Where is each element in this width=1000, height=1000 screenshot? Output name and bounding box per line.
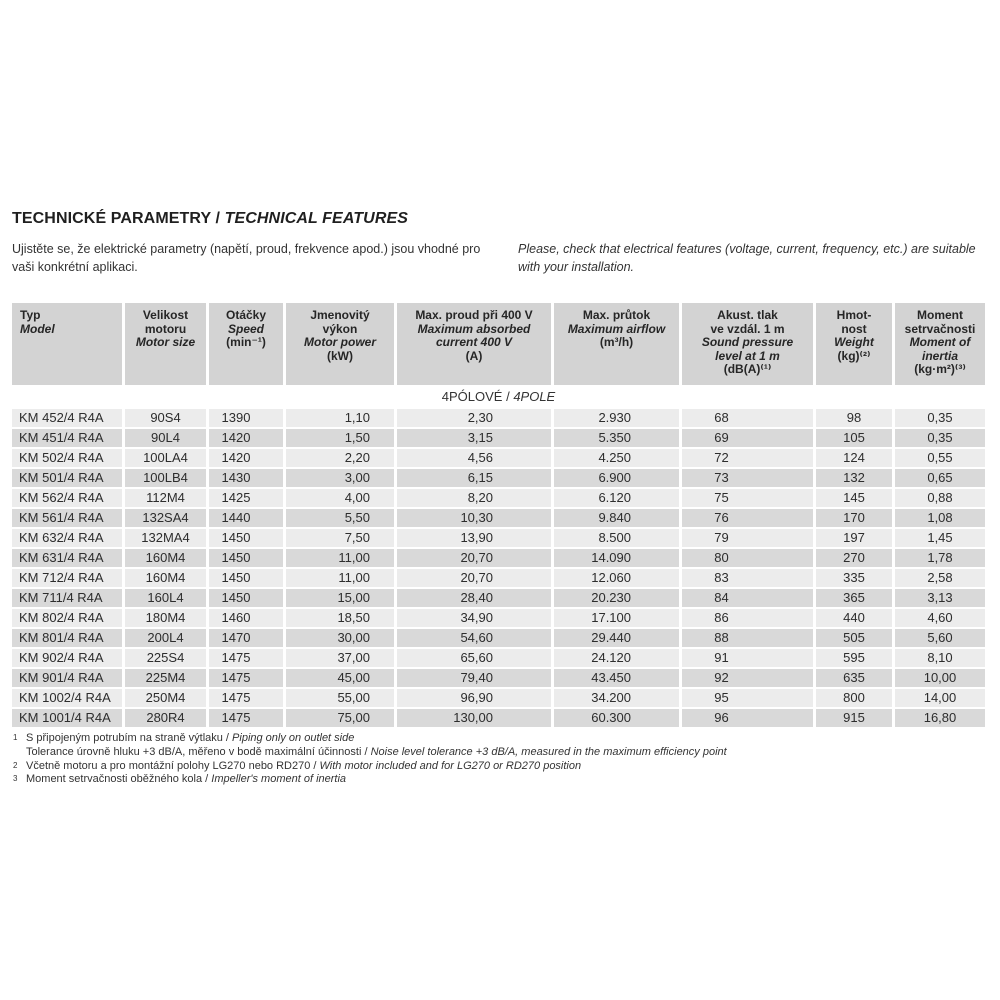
table-cell: 1,08	[895, 509, 985, 527]
table-cell: 75,00	[286, 709, 394, 727]
table-cell: 8,10	[895, 649, 985, 667]
table-cell: 80	[682, 549, 813, 567]
table-cell: 14,00	[895, 689, 985, 707]
table-cell: 1470	[209, 629, 283, 647]
table-cell: 6,15	[397, 469, 551, 487]
table-cell: 1,78	[895, 549, 985, 567]
model-cell: KM 712/4 R4A	[12, 569, 122, 587]
intro-paragraph-czech: Ujistěte se, že elektrické parametry (napětí, proud, frekvence apod.) jsou vhodné pro vaši konkrétní aplikaci.	[12, 242, 481, 274]
table-cell: 1,45	[895, 529, 985, 547]
table-cell: 96	[682, 709, 813, 727]
table-cell: 635	[816, 669, 892, 687]
table-cell: 124	[816, 449, 892, 467]
table-cell: 132	[816, 469, 892, 487]
table-cell: 68	[682, 409, 813, 427]
table-cell: 270	[816, 549, 892, 567]
table-cell: 130,00	[397, 709, 551, 727]
table-cell: 250M4	[125, 689, 206, 707]
table-cell: 45,00	[286, 669, 394, 687]
table-cell: 225S4	[125, 649, 206, 667]
table-cell: 76	[682, 509, 813, 527]
table-cell: 505	[816, 629, 892, 647]
table-cell: 1475	[209, 709, 283, 727]
table-cell: 37,00	[286, 649, 394, 667]
table-cell: 6.120	[554, 489, 679, 507]
model-cell: KM 802/4 R4A	[12, 609, 122, 627]
table-cell: 3,13	[895, 589, 985, 607]
table-cell: 1425	[209, 489, 283, 507]
page-title-english: TECHNICAL FEATURES	[224, 210, 409, 227]
model-cell: KM 711/4 R4A	[12, 589, 122, 607]
table-cell: 100LB4	[125, 469, 206, 487]
table-cell: 20.230	[554, 589, 679, 607]
table-cell: 280R4	[125, 709, 206, 727]
column-header-typ: Typ Model	[12, 303, 122, 385]
footnote: 1 S připojeným potrubím na straně výtlaku / Piping only on outlet side	[13, 732, 355, 744]
table-cell: 90S4	[125, 409, 206, 427]
model-cell: KM 501/4 R4A	[12, 469, 122, 487]
table-cell: 16,80	[895, 709, 985, 727]
model-cell: KM 451/4 R4A	[12, 429, 122, 447]
model-cell: KM 902/4 R4A	[12, 649, 122, 667]
table-cell: 0,55	[895, 449, 985, 467]
table-cell: 200L4	[125, 629, 206, 647]
table-cell: 5,60	[895, 629, 985, 647]
table-cell: 1430	[209, 469, 283, 487]
table-cell: 69	[682, 429, 813, 447]
table-cell: 3,00	[286, 469, 394, 487]
table-cell: 365	[816, 589, 892, 607]
table-cell: 197	[816, 529, 892, 547]
table-cell: 0,35	[895, 409, 985, 427]
table-cell: 1450	[209, 549, 283, 567]
table-cell: 1420	[209, 449, 283, 467]
page-title-czech: TECHNICKÉ PARAMETRY /	[12, 210, 225, 227]
table-cell: 335	[816, 569, 892, 587]
footnotes	[12, 732, 727, 787]
table-cell: 1450	[209, 589, 283, 607]
table-cell: 2,58	[895, 569, 985, 587]
table-cell: 75	[682, 489, 813, 507]
table-cell: 0,35	[895, 429, 985, 447]
table-cell: 90L4	[125, 429, 206, 447]
table-cell: 0,88	[895, 489, 985, 507]
table-cell: 1450	[209, 529, 283, 547]
section-row-4pole: 4PÓLOVÉ / 4POLE	[12, 387, 985, 407]
table-cell: 55,00	[286, 689, 394, 707]
table-cell: 6.900	[554, 469, 679, 487]
table-cell: 34,90	[397, 609, 551, 627]
table-cell: 595	[816, 649, 892, 667]
technical-features-table	[12, 303, 985, 727]
table-cell: 160M4	[125, 549, 206, 567]
table-cell: 17.100	[554, 609, 679, 627]
table-cell: 83	[682, 569, 813, 587]
table-cell: 86	[682, 609, 813, 627]
table-cell: 1390	[209, 409, 283, 427]
footnote: Tolerance úrovně hluku +3 dB/A, měřeno v bodě maximální účinnosti / Noise level tolerance +3 dB/A, measured in the maximum efficiency point	[26, 745, 727, 758]
table-cell: 3,15	[397, 429, 551, 447]
table-cell: 4,56	[397, 449, 551, 467]
column-header-hmotnost: Hmot- nost Weight (kg)⁽²⁾	[816, 303, 892, 385]
table-cell: 0,65	[895, 469, 985, 487]
table-cell: 13,90	[397, 529, 551, 547]
table-cell: 1475	[209, 649, 283, 667]
table-cell: 180M4	[125, 609, 206, 627]
table-cell: 1450	[209, 569, 283, 587]
table-cell: 28,40	[397, 589, 551, 607]
table-cell: 96,90	[397, 689, 551, 707]
table-cell: 72	[682, 449, 813, 467]
table-cell: 1420	[209, 429, 283, 447]
model-cell: KM 1002/4 R4A	[12, 689, 122, 707]
table-cell: 112M4	[125, 489, 206, 507]
model-cell: KM 632/4 R4A	[12, 529, 122, 547]
table-cell: 98	[816, 409, 892, 427]
table-cell: 73	[682, 469, 813, 487]
model-cell: KM 631/4 R4A	[12, 549, 122, 567]
table-cell: 4,00	[286, 489, 394, 507]
table-cell: 20,70	[397, 549, 551, 567]
table-cell: 160L4	[125, 589, 206, 607]
table-cell: 132MA4	[125, 529, 206, 547]
model-cell: KM 801/4 R4A	[12, 629, 122, 647]
table-cell: 132SA4	[125, 509, 206, 527]
table-cell: 5,50	[286, 509, 394, 527]
column-header-moment: Moment setrvačnosti Moment of inertia (kg·m²)⁽³⁾	[895, 303, 985, 385]
table-cell: 92	[682, 669, 813, 687]
table-cell: 95	[682, 689, 813, 707]
table-cell: 440	[816, 609, 892, 627]
table-cell: 54,60	[397, 629, 551, 647]
model-cell: KM 502/4 R4A	[12, 449, 122, 467]
table-cell: 79	[682, 529, 813, 547]
table-cell: 2.930	[554, 409, 679, 427]
table-cell: 34.200	[554, 689, 679, 707]
column-header-velikost: Velikost motoru Motor size	[125, 303, 206, 385]
table-cell: 88	[682, 629, 813, 647]
table-cell: 8,20	[397, 489, 551, 507]
table-cell: 10,30	[397, 509, 551, 527]
table-cell: 105	[816, 429, 892, 447]
model-cell: KM 1001/4 R4A	[12, 709, 122, 727]
table-cell: 7,50	[286, 529, 394, 547]
table-cell: 5.350	[554, 429, 679, 447]
table-cell: 1460	[209, 609, 283, 627]
table-cell: 170	[816, 509, 892, 527]
table-cell: 2,20	[286, 449, 394, 467]
column-header-vykon: Jmenovitý výkon Motor power (kW)	[286, 303, 394, 385]
table-cell: 18,50	[286, 609, 394, 627]
table-cell: 91	[682, 649, 813, 667]
table-cell: 100LA4	[125, 449, 206, 467]
table-cell: 79,40	[397, 669, 551, 687]
intro-paragraph-english: Please, check that electrical features (voltage, current, frequency, etc.) are suitable with your installation.	[518, 242, 976, 274]
table-cell: 60.300	[554, 709, 679, 727]
table-cell: 15,00	[286, 589, 394, 607]
model-cell: KM 562/4 R4A	[12, 489, 122, 507]
table-cell: 29.440	[554, 629, 679, 647]
table-cell: 30,00	[286, 629, 394, 647]
table-cell: 10,00	[895, 669, 985, 687]
table-cell: 145	[816, 489, 892, 507]
table-cell: 20,70	[397, 569, 551, 587]
column-header-prutok: Max. průtok Maximum airflow (m³/h)	[554, 303, 679, 385]
table-cell: 1,50	[286, 429, 394, 447]
table-cell: 9.840	[554, 509, 679, 527]
table-cell: 1440	[209, 509, 283, 527]
table-cell: 11,00	[286, 569, 394, 587]
footnote: 3 Moment setrvačnosti oběžného kola / Impeller's moment of inertia	[13, 773, 347, 786]
table-cell: 160M4	[125, 569, 206, 587]
table-cell: 84	[682, 589, 813, 607]
column-header-otacky: Otáčky Speed (min⁻¹)	[209, 303, 283, 385]
table-cell: 1475	[209, 689, 283, 707]
model-cell: KM 901/4 R4A	[12, 669, 122, 687]
column-header-proud: Max. proud při 400 V Maximum absorbed current 400 V (A)	[397, 303, 551, 385]
model-cell: KM 561/4 R4A	[12, 509, 122, 527]
table-cell: 800	[816, 689, 892, 707]
table-cell: 8.500	[554, 529, 679, 547]
table-cell: 225M4	[125, 669, 206, 687]
table-cell: 24.120	[554, 649, 679, 667]
model-cell: KM 452/4 R4A	[12, 409, 122, 427]
table-cell: 11,00	[286, 549, 394, 567]
table-cell: 915	[816, 709, 892, 727]
table-cell: 4,60	[895, 609, 985, 627]
table-cell: 65,60	[397, 649, 551, 667]
table-cell: 1475	[209, 669, 283, 687]
footnote: 2 Včetně motoru a pro montážní polohy LG270 nebo RD270 / With motor included and for LG270 or RD270 position	[13, 759, 582, 772]
table-cell: 4.250	[554, 449, 679, 467]
table-cell: 43.450	[554, 669, 679, 687]
column-header-akust: Akust. tlak ve vzdál. 1 m Sound pressure level at 1 m (dB(A)⁽¹⁾	[682, 303, 813, 385]
page-title	[12, 210, 408, 228]
table-cell: 2,30	[397, 409, 551, 427]
table-cell: 12.060	[554, 569, 679, 587]
table-cell: 1,10	[286, 409, 394, 427]
table-cell: 14.090	[554, 549, 679, 567]
